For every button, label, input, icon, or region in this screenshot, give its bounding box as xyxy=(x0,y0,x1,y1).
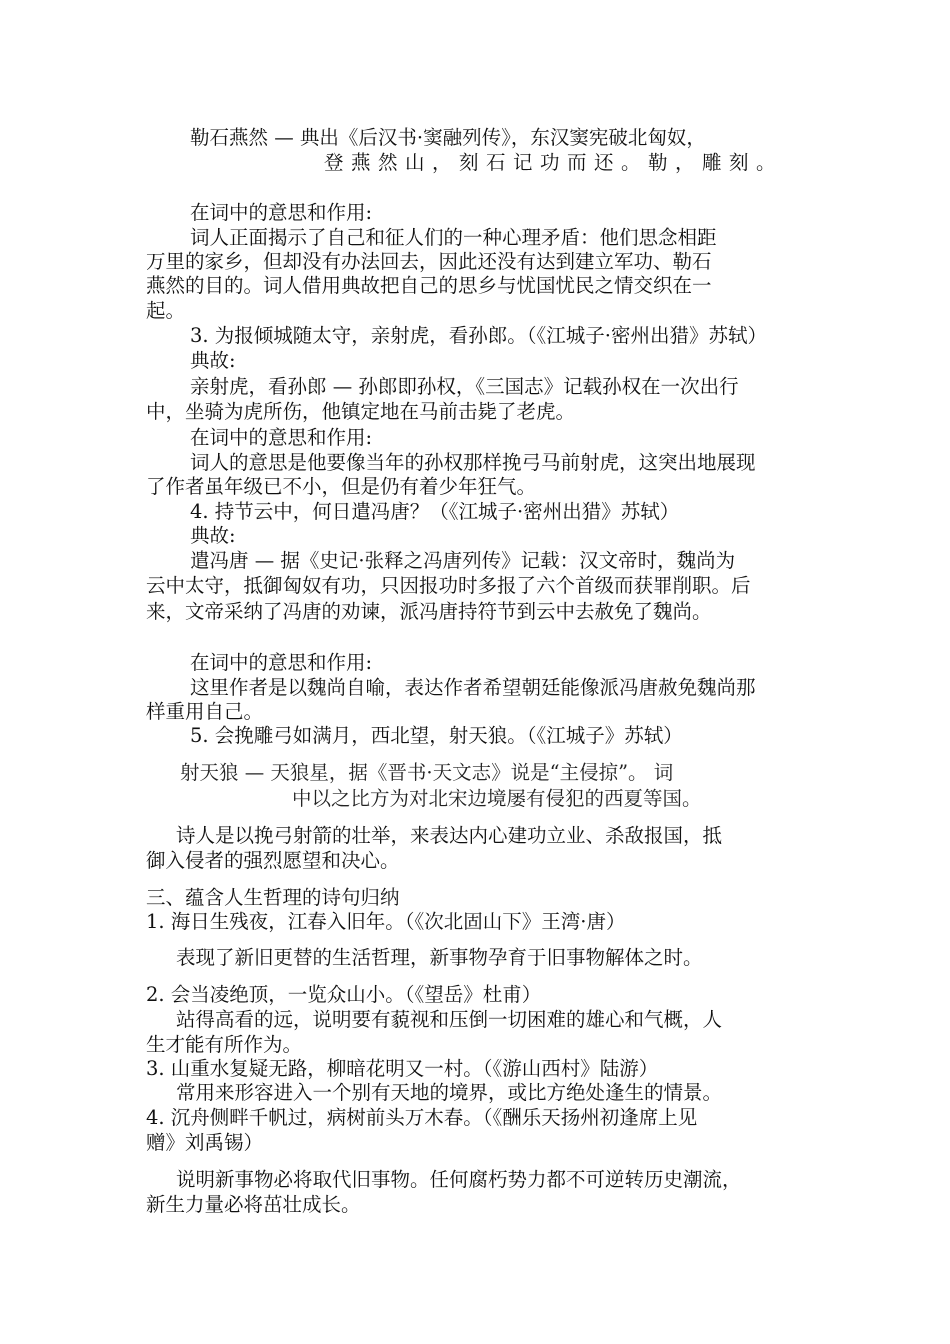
text-line: 词人正面揭示了自己和征人们的一种心理矛盾：他们思念相距 xyxy=(190,226,717,249)
section-label: 在词中的意思和作用: xyxy=(190,651,373,674)
text-line: 这里作者是以魏尚自喻，表达作者希望朝廷能像派冯唐赦免魏尚那 xyxy=(190,676,756,699)
text-line: 了作者虽年级已不小，但是仍有着少年狂气。 xyxy=(146,475,537,498)
text-line: 站得高看的远，说明要有藐视和压倒一切困难的雄心和气概，人 xyxy=(176,1008,723,1031)
section-label: 典故: xyxy=(190,524,236,547)
section-label: 在词中的意思和作用: xyxy=(190,201,373,224)
list-item: 1. 海日生残夜，江春入旧年。（《次北固山下》王湾·唐） xyxy=(146,910,626,933)
text-line: 说明新事物必将取代旧事物。任何腐朽势力都不可逆转历史潮流， xyxy=(176,1168,742,1191)
list-item: 4. 持节云中，何日遣冯唐？（《江城子·密州出猎》苏轼） xyxy=(190,500,680,523)
text-line: 中，坐骑为虎所伤，他镇定地在马前击毙了老虎。 xyxy=(146,400,576,423)
list-item: 3. 山重水复疑无路，柳暗花明又一村。（《游山西村》陆游） xyxy=(146,1057,659,1080)
text-line: 中以之比方为对北宋边境屡有侵犯的西夏等国。 xyxy=(292,787,702,810)
text-line: 万里的家乡，但却没有办法回去，因此还没有达到建立军功、勒石 xyxy=(146,250,712,273)
text-line: 云中太守，抵御匈奴有功，只因报功时多报了六个首级而获罪削职。后 xyxy=(146,574,751,597)
text-line: 表现了新旧更替的生活哲理，新事物孕育于旧事物解体之时。 xyxy=(176,946,703,969)
text-line: 射天狼 — 天狼星，据《晋书·天文志》说是“主侵掠”。 词 xyxy=(180,761,674,784)
text-line: 样重用自己。 xyxy=(146,700,264,723)
text-line: 亲射虎，看孙郎 — 孙郎即孙权，《三国志》记载孙权在一次出行 xyxy=(190,375,739,398)
section-label: 在词中的意思和作用: xyxy=(190,426,373,449)
list-item: 2. 会当凌绝顶，一览众山小。（《望岳》杜甫） xyxy=(146,983,542,1006)
list-item: 3. 为报倾城随太守，亲射虎，看孙郎。（《江城子·密州出猎》苏轼） xyxy=(190,324,768,347)
text-line: 新生力量必将茁壮成长。 xyxy=(146,1193,361,1216)
text-line: 燕然的目的。词人借用典故把自己的思乡与忧国忧民之情交织在一 xyxy=(146,274,712,297)
text-line: 遣冯唐 — 据《史记·张释之冯唐列传》记载：汉文帝时，魏尚为 xyxy=(190,549,736,572)
text-line: 登燕然山，刻石记功而还。勒，雕刻。 xyxy=(324,151,784,174)
text-line: 诗人是以挽弓射箭的壮举，来表达内心建功立业、杀敌报国，抵 xyxy=(176,824,723,847)
section-label: 典故: xyxy=(190,349,236,372)
section-heading: 三、蕴含人生哲理的诗句归纳 xyxy=(146,886,400,909)
text-line: 赠》刘禹锡） xyxy=(146,1131,264,1154)
text-line: 御入侵者的强烈愿望和决心。 xyxy=(146,849,400,872)
list-item: 5. 会挽雕弓如满月，西北望，射天狼。（《江城子》苏轼） xyxy=(190,724,683,747)
list-item: 4. 沉舟侧畔千帆过，病树前头万木春。（《酬乐天扬州初逢席上见 xyxy=(146,1106,698,1129)
text-line: 词人的意思是他要像当年的孙权那样挽弓马前射虎，这突出地展现 xyxy=(190,451,756,474)
text-line: 生才能有所作为。 xyxy=(146,1033,303,1056)
text-line: 起。 xyxy=(146,299,186,322)
text-line: 来，文帝采纳了冯唐的劝谏，派冯唐持符节到云中去赦免了魏尚。 xyxy=(146,600,712,623)
text-line: 勒石燕然 — 典出《后汉书·窦融列传》，东汉窦宪破北匈奴， xyxy=(190,126,706,149)
text-line: 常用来形容进入一个别有天地的境界，或比方绝处逢生的情景。 xyxy=(176,1081,723,1104)
